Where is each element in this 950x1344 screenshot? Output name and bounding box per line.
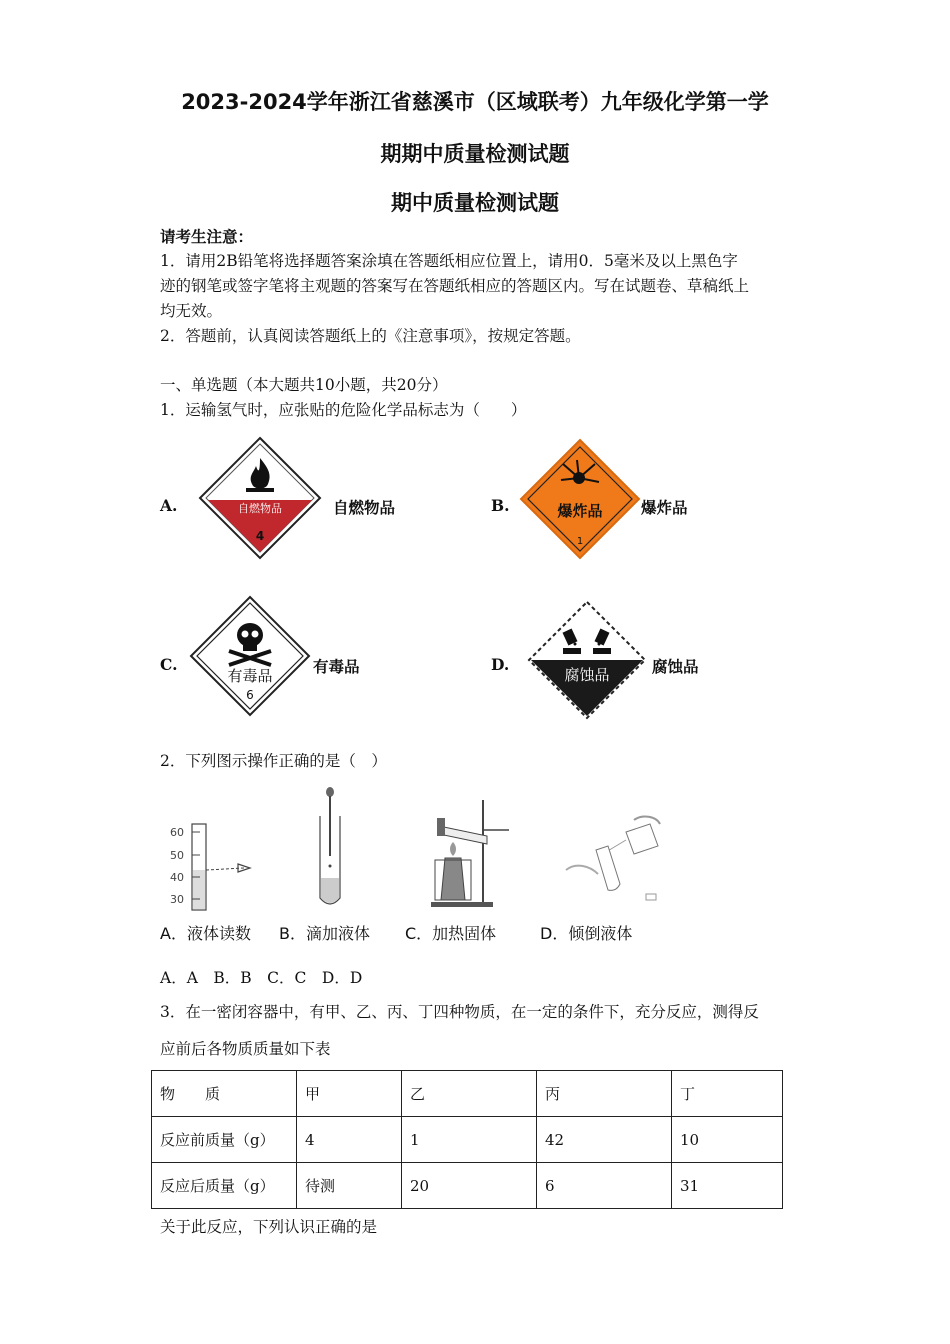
page-title: 2023-2024学年浙江省慈溪市（区域联考）九年级化学第一学 — [181, 90, 769, 114]
table-header-row — [152, 1071, 783, 1117]
section-heading: 一、单选题（本大题共10小题，共20分） — [160, 376, 448, 394]
flammable-solid-sign — [198, 436, 322, 560]
heating-solid-figure — [425, 796, 515, 908]
table-cell: 待测 — [297, 1163, 402, 1209]
question-1-stem: 1．运输氢气时，应张贴的危险化学品标志为（ ） — [160, 401, 527, 419]
tick-30: 30 — [170, 893, 184, 906]
table-cell: 物 质 — [152, 1071, 297, 1117]
hand-icon — [634, 817, 660, 824]
table-cell: 4 — [297, 1117, 402, 1163]
tick-60: 60 — [170, 826, 184, 839]
question-3-stem: 3．在一密闭容器中，有甲、乙、丙、丁四种物质，在一定的条件下，充分反应，测得反 — [160, 1003, 759, 1021]
sign-a-number: 4 — [255, 529, 265, 543]
question-2-stem: 2．下列图示操作正确的是（ ） — [160, 752, 387, 770]
sign-d-text: 腐蚀品 — [564, 666, 610, 684]
tick-50: 50 — [170, 849, 184, 862]
page-title-continued: 期期中质量检测试题 — [380, 142, 570, 166]
notice-item-1-cont: 迹的钢笔或签字笔将主观题的答案写在答题纸相应的答题区内。写在试题卷、草稿纸上 — [160, 277, 750, 295]
mass-table — [151, 1070, 783, 1209]
table-cell: 甲 — [297, 1071, 402, 1117]
page-subtitle: 期中质量检测试题 — [391, 191, 559, 215]
notice-heading: 请考生注意： — [160, 227, 254, 246]
pouring-liquid-figure — [560, 810, 670, 910]
option-a-label: 自燃物品 — [333, 498, 396, 517]
option-d-label: 腐蚀品 — [652, 657, 699, 676]
dropper-figure — [310, 786, 350, 910]
option-a-letter: A. — [160, 496, 178, 515]
option-c-label: 有毒品 — [313, 657, 360, 676]
table-cell: 丁 — [672, 1071, 783, 1117]
alcohol-lamp-icon — [441, 858, 465, 900]
table-cell: 丙 — [537, 1071, 672, 1117]
sign-c-number: 6 — [246, 688, 254, 702]
option-d-letter: D. — [491, 655, 510, 674]
table-cell: 乙 — [402, 1071, 537, 1117]
stopper-icon — [646, 894, 656, 900]
sign-c-text: 有毒品 — [227, 667, 273, 685]
reagent-bottle-icon — [626, 824, 658, 854]
table-cell: 42 — [537, 1117, 672, 1163]
toxic-sign — [189, 595, 311, 717]
tick-40: 40 — [170, 871, 184, 884]
sign-b-number: 1 — [576, 536, 584, 547]
table-row — [152, 1163, 783, 1209]
graduated-cylinder-figure — [168, 820, 258, 912]
flame-icon — [450, 842, 456, 856]
notice-item-1: 1．请用2B铅笔将选择题答案涂填在答题纸相应位置上，请用0．5毫米及以上黑色字 — [160, 252, 738, 270]
notice-item-2: 2．答题前，认真阅读答题纸上的《注意事项》，按规定答题。 — [160, 327, 581, 345]
test-tube-icon — [596, 846, 620, 890]
table-cell: 1 — [402, 1117, 537, 1163]
corrosive-sign — [527, 600, 647, 720]
question-3-followup: 关于此反应，下列认识正确的是 — [160, 1218, 378, 1236]
table-cell: 6 — [537, 1163, 672, 1209]
figure-caption-c: C．加热固体 — [405, 924, 497, 943]
table-cell: 31 — [672, 1163, 783, 1209]
sign-b-text: 爆炸品 — [557, 502, 603, 520]
notice-item-1-end: 均无效。 — [160, 302, 223, 320]
explosive-sign — [519, 438, 641, 560]
dropper-bulb-icon — [326, 787, 334, 797]
figure-caption-a: A．液体读数 — [160, 924, 251, 943]
table-cell: 20 — [402, 1163, 537, 1209]
option-b-letter: B. — [491, 496, 510, 515]
table-cell: 10 — [672, 1117, 783, 1163]
table-cell: 反应后质量（g） — [152, 1163, 297, 1209]
table-cell: 反应前质量（g） — [152, 1117, 297, 1163]
figure-caption-d: D．倾倒液体 — [540, 924, 633, 943]
figure-caption-b: B．滴加液体 — [279, 924, 370, 943]
table-row — [152, 1117, 783, 1163]
question-2-options: A．A B．B C．C D．D — [160, 969, 363, 987]
option-c-letter: C. — [160, 655, 178, 674]
sign-a-text: 自燃物品 — [238, 502, 282, 515]
option-b-label: 爆炸品 — [641, 498, 688, 517]
question-3-stem-cont: 应前后各物质质量如下表 — [160, 1040, 331, 1058]
